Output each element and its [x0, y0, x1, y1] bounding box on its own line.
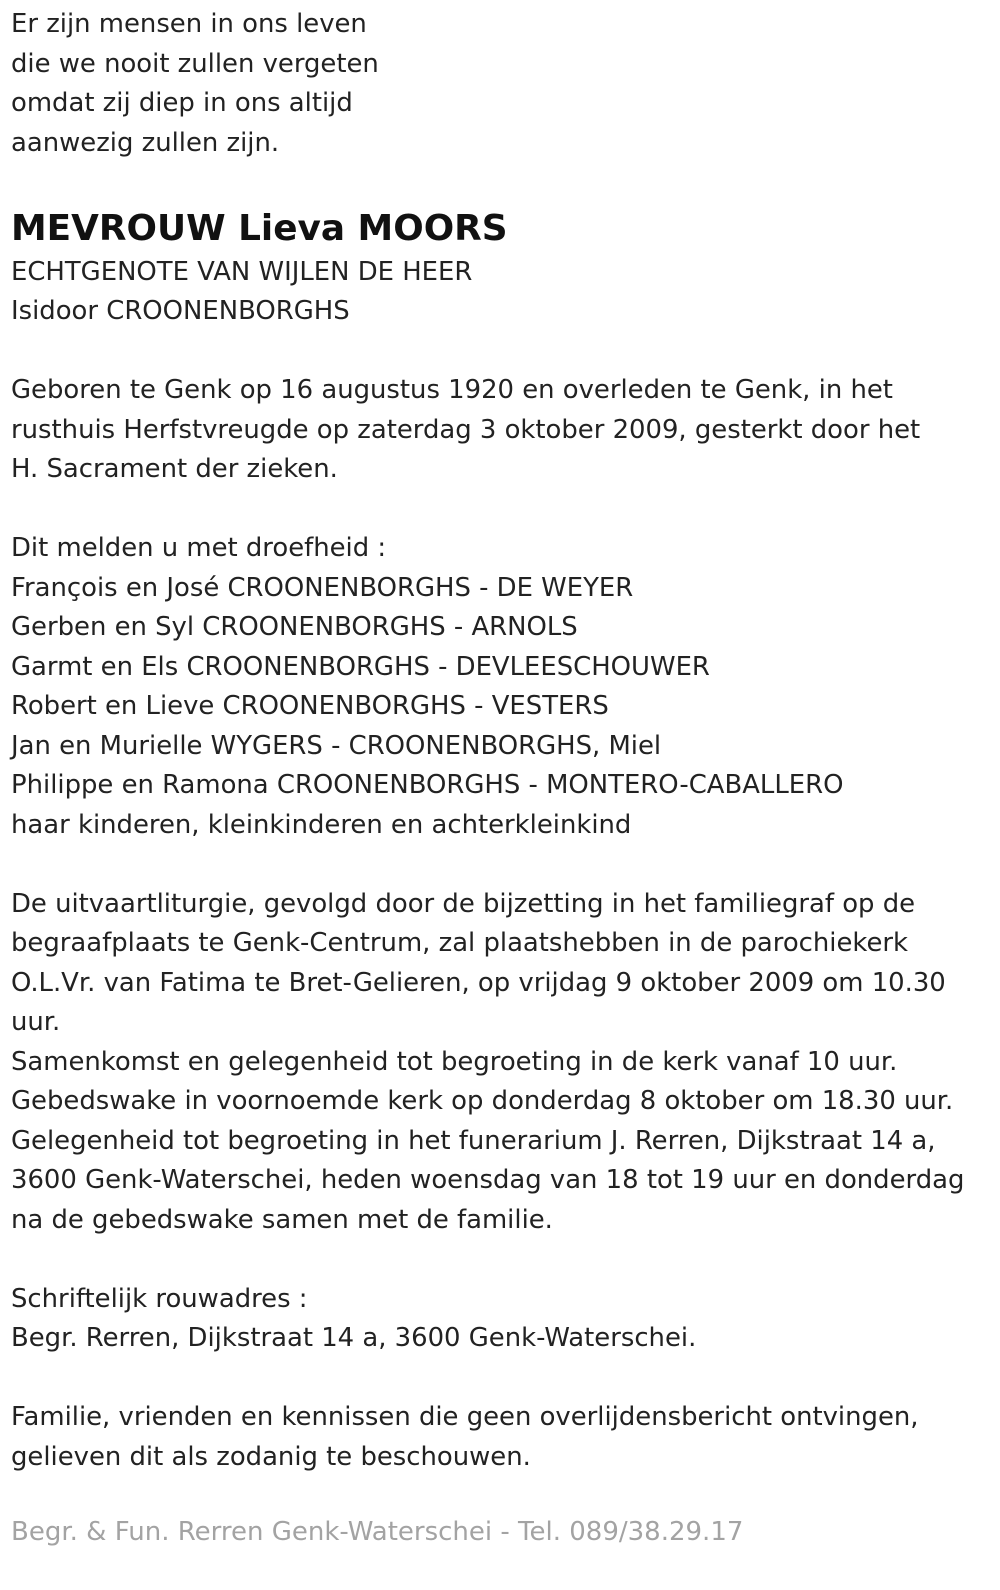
paragraph-line: Geboren te Genk op 16 augustus 1920 en overleden te Genk, in het	[11, 375, 893, 405]
paragraph-line: Gelegenheid tot begroeting in het funerarium J. Rerren, Dijkstraat 14 a,	[11, 1125, 936, 1156]
announcement-intro: Dit melden u met droefheid :	[11, 533, 387, 563]
family-line: Gerben en Syl CROONENBORGHS - ARNOLS	[11, 612, 578, 642]
relation-line: ECHTGENOTE VAN WIJLEN DE HEER	[11, 256, 473, 287]
deceased-block	[11, 207, 990, 332]
funeral-paragraph	[11, 885, 990, 1241]
closing-paragraph	[11, 1398, 990, 1477]
family-line: Jan en Murielle WYGERS - CROONENBORGHS, Miel	[11, 730, 662, 761]
spacer	[11, 332, 990, 372]
birth-death-paragraph	[11, 371, 990, 490]
funeral-home-footer: Begr. & Fun. Rerren Genk-Waterschei - Tel. 089/38.29.17	[11, 1517, 744, 1547]
address-line: Begr. Rerren, Dijkstraat 14 a, 3600 Genk-Waterschei.	[11, 1323, 697, 1353]
relation-line: Isidoor CROONENBORGHS	[11, 296, 350, 326]
paragraph-line: begraafplaats te Genk-Centrum, zal plaatshebben in de parochiekerk	[11, 928, 909, 958]
paragraph-line: Familie, vrienden en kennissen die geen overlijdensbericht ontvingen,	[11, 1402, 919, 1432]
paragraph-line: 3600 Genk-Waterschei, heden woensdag van 18 tot 19 uur en donderdag	[11, 1165, 965, 1195]
spacer	[11, 490, 990, 530]
paragraph-line: H. Sacrament der zieken.	[11, 454, 338, 484]
paragraph-line: uur.	[11, 1007, 61, 1037]
address-block	[11, 1280, 990, 1359]
family-line: Robert en Lieve CROONENBORGHS - VESTERS	[11, 691, 609, 721]
spacer	[11, 845, 990, 885]
paragraph-line: Samenkomst en gelegenheid tot begroeting in de kerk vanaf 10 uur.	[11, 1046, 898, 1077]
paragraph-line: De uitvaartliturgie, gevolgd door de bijzetting in het familiegraf op de	[11, 888, 916, 919]
family-line: Philippe en Ramona CROONENBORGHS - MONTERO-CABALLERO	[11, 770, 844, 800]
announcement-block	[11, 529, 990, 845]
paragraph-line: Gebedswake in voornoemde kerk op donderdag 8 oktober om 18.30 uur.	[11, 1086, 954, 1116]
family-line: François en José CROONENBORGHS - DE WEYER	[11, 572, 634, 603]
spacer	[11, 1240, 990, 1280]
family-line: Garmt en Els CROONENBORGHS - DEVLEESCHOUWER	[11, 651, 710, 682]
poem-line: Er zijn mensen in ons leven	[11, 9, 367, 39]
family-line: haar kinderen, kleinkinderen en achterkleinkind	[11, 809, 632, 840]
poem-line: aanwezig zullen zijn.	[11, 127, 280, 158]
paragraph-line: rusthuis Herfstvreugde op zaterdag 3 oktober 2009, gesterkt door het	[11, 414, 921, 445]
poem	[11, 5, 990, 163]
poem-line: die we nooit zullen vergeten	[11, 48, 379, 79]
paragraph-line: O.L.Vr. van Fatima te Bret-Gelieren, op vrijdag 9 oktober 2009 om 10.30	[11, 967, 946, 998]
spacer	[11, 1359, 990, 1399]
spacer	[11, 163, 990, 203]
address-heading: Schriftelijk rouwadres :	[11, 1283, 308, 1314]
paragraph-line: gelieven dit als zodanig te beschouwen.	[11, 1441, 531, 1472]
poem-line: omdat zij diep in ons altijd	[11, 88, 353, 118]
paragraph-line: na de gebedswake samen met de familie.	[11, 1204, 553, 1235]
deceased-name: MEVROUW Lieva MOORS	[11, 207, 508, 249]
